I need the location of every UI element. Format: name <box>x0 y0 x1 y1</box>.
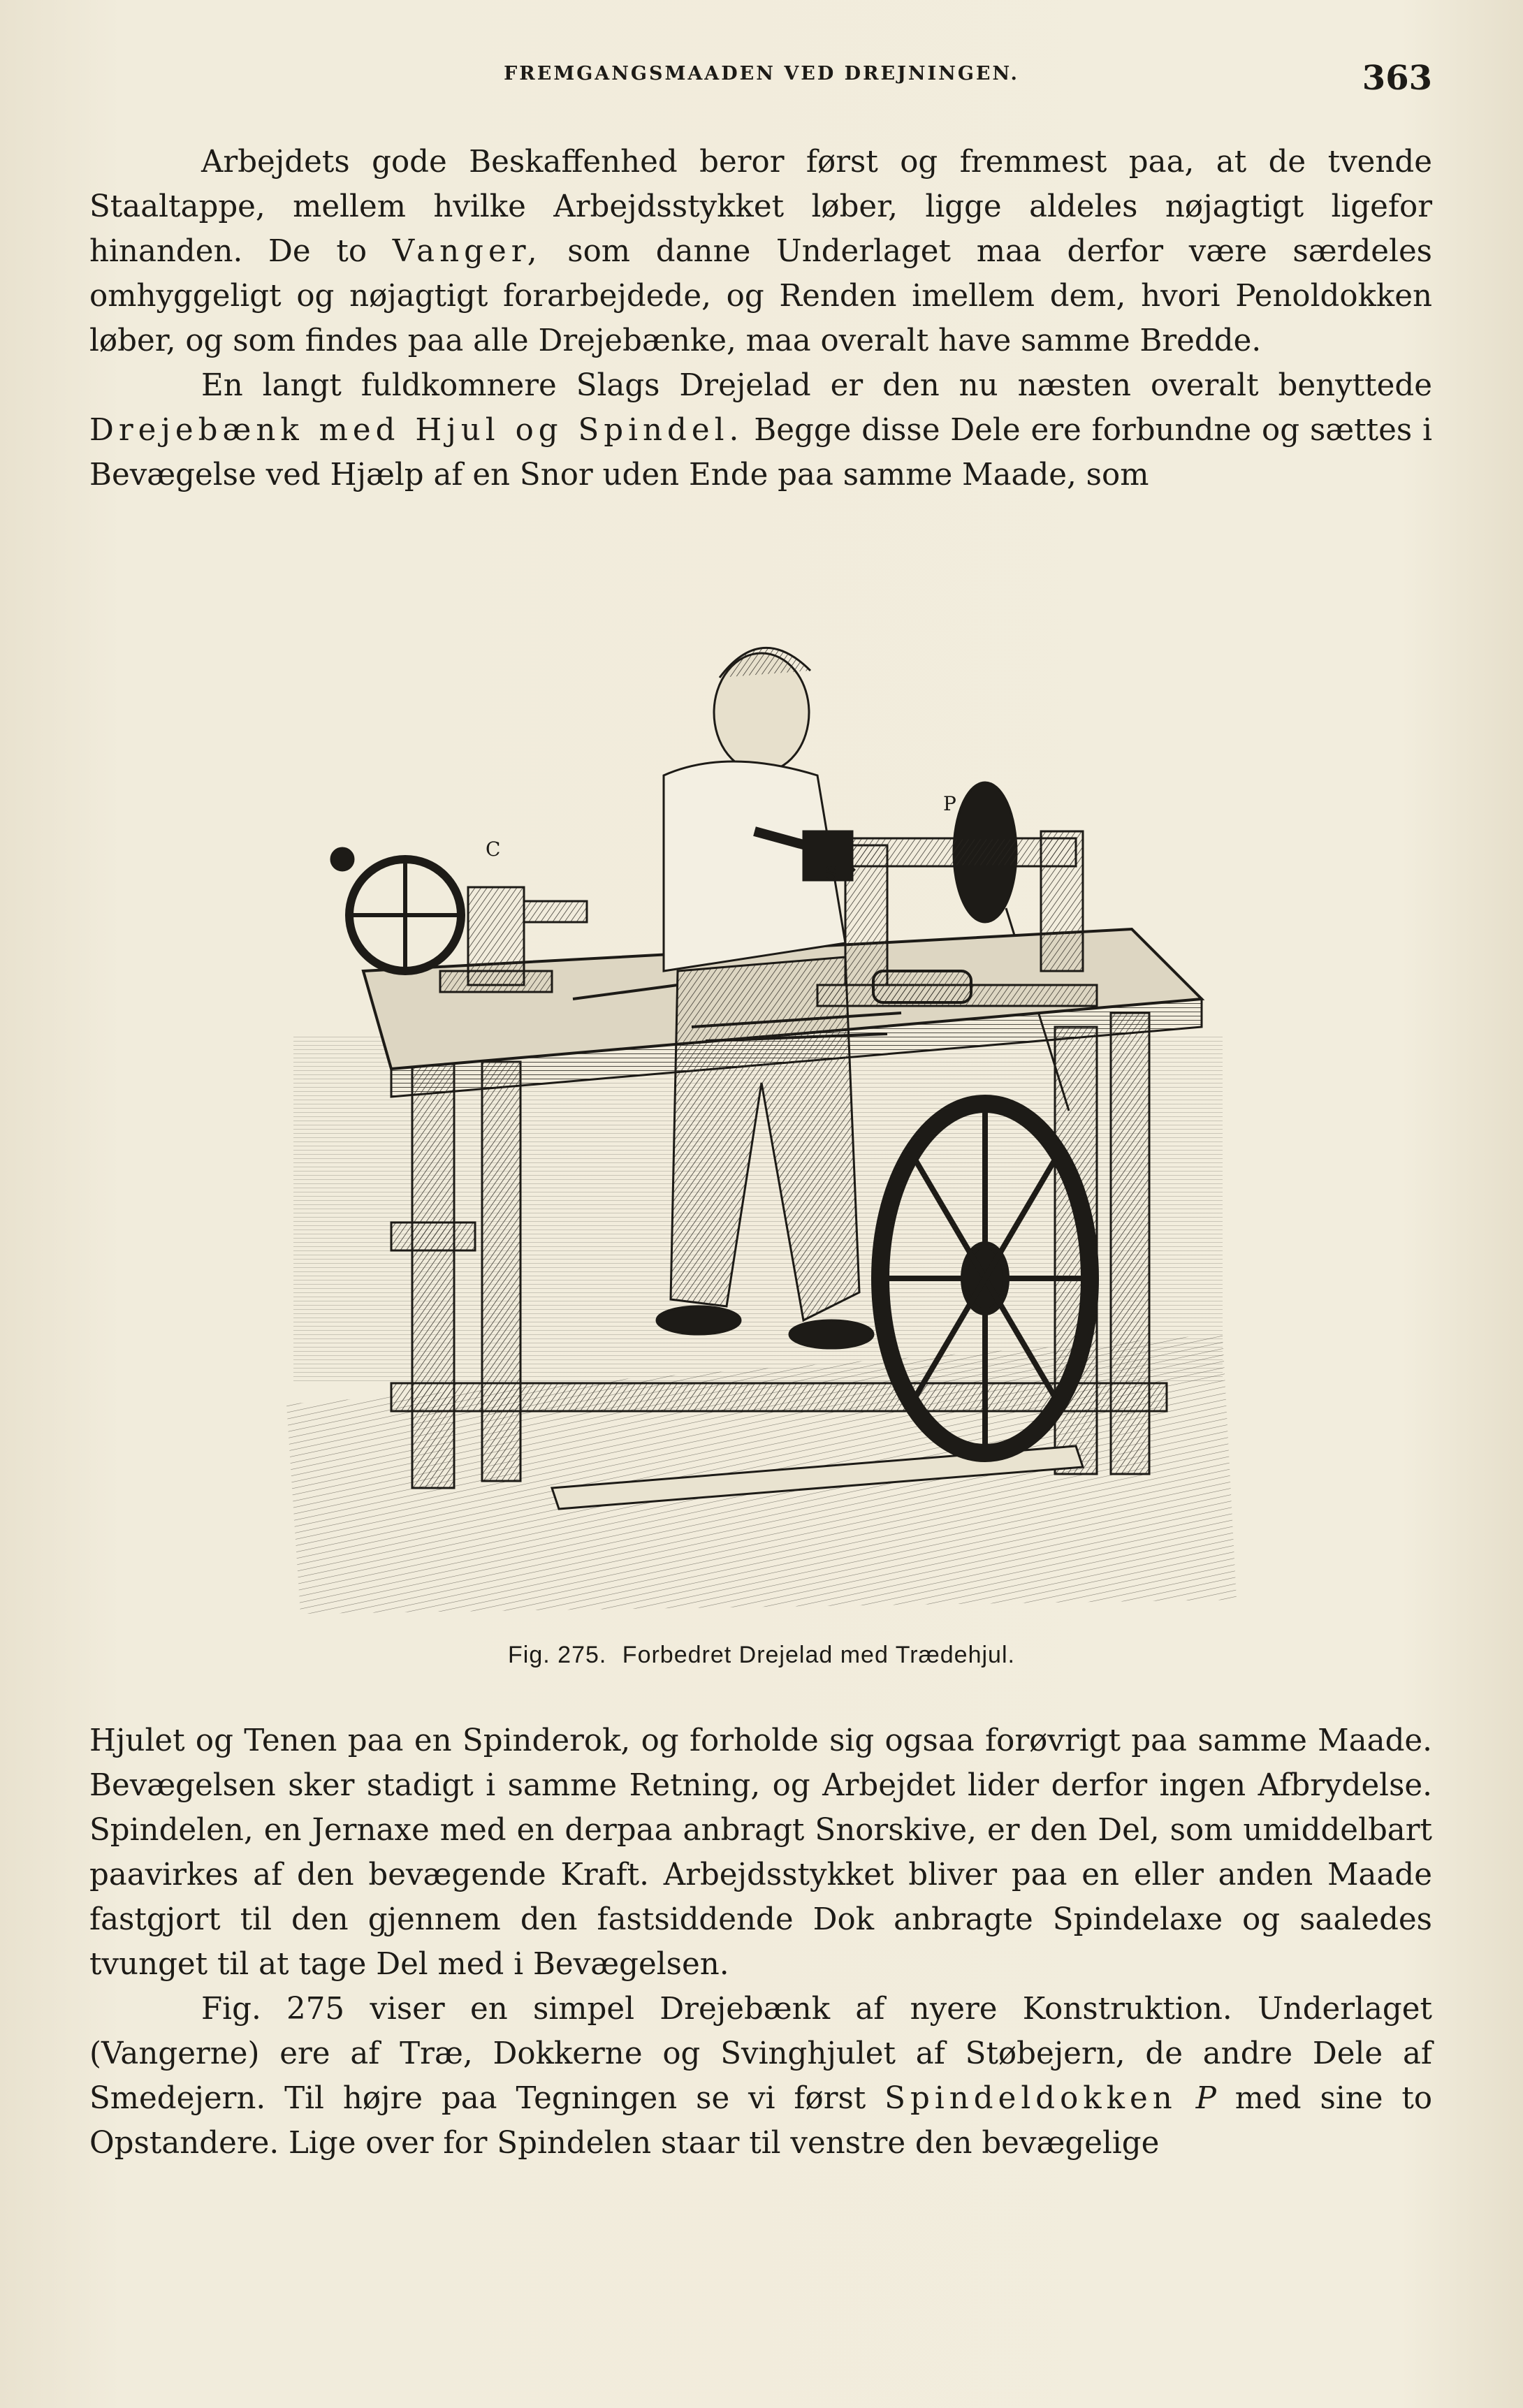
top-text-block <box>89 140 1432 497</box>
paragraph-1-text: Arbejdets gode Beskaffenhed beror først og fremmest paa, at de tvende Staaltappe, mellem hvilke Arbejdsstykket løber, ligge aldeles nøjagtigt ligefor hinanden. De to <box>89 145 1432 269</box>
paragraph-4-rest: med sine to Opstandere. Lige over for Spindelen staar til venstre den bevægelige <box>89 2081 1433 2161</box>
caption-number: Fig. 275. <box>508 1642 607 1668</box>
paragraph-4-text: Fig. 275 viser en simpel Drejebænk af nyere Konstruktion. Underlaget (Vangerne) ere af Træ, Dokkerne og Svinghjulet af Støbejern, de andre Dele af Smedejern. Til højre paa Tegningen se vi først <box>89 1992 1432 2116</box>
label-s: S <box>824 862 838 885</box>
paragraph-4 <box>89 1987 1432 2166</box>
lathe-engraving <box>272 580 1251 1628</box>
header-title: FREMGANGSMAADEN VED DREJNINGEN. <box>504 63 1019 85</box>
label-p-italic: P <box>1195 2081 1216 2116</box>
paragraph-3: Hjulet og Tenen paa en Spinderok, og forholde sig ogsaa forøvrigt paa samme Maade. Bevægelsen sker stadigt i samme Retning, og Arbejdet lider derfor ingen Afbrydelse. Spindelen, en Jernaxe med en derpaa anbragt Snorskive, er den Del, som umiddelbart paavirkes af den bevægende Kraft. Arbejdsstykket bliver paa en eller anden Maade fastgjort til den gjennem den fastsiddende Dok anbragte Spindelaxe og saaledes tvunget til at tage Del med i Bevægelsen. <box>89 1723 1432 1982</box>
label-c: C <box>486 838 501 861</box>
lathe-illustration <box>272 580 1251 1628</box>
bottom-text-block <box>89 1719 1432 2166</box>
paragraph-1 <box>89 140 1432 363</box>
paragraph-1-rest: som danne Underlaget maa derfor være særdeles omhyggeligt og nøjagtigt forarbejdede, og Renden imellem dem, hvori Penoldokken løber, og som findes paa alle Drejebænke, maa overalt have samme Bredde. <box>89 234 1433 358</box>
figure-caption <box>0 1642 1523 1669</box>
term-spindeldokken: Spindeldokken <box>884 2081 1177 2116</box>
paragraph-2 <box>89 363 1432 497</box>
page-number: 363 <box>1362 59 1432 98</box>
term-vanger: Vanger, <box>392 234 542 269</box>
flywheel <box>880 1104 1090 1453</box>
label-p: P <box>943 792 956 815</box>
paragraph-2-start: En langt fuldkomnere Slags Drejelad er den nu næsten overalt benyttede <box>201 368 1432 403</box>
caption-text: Forbedret Drejelad med Trædehjul. <box>622 1642 1015 1668</box>
term-drejebaenk: Drejebænk med Hjul og Spindel. <box>89 413 744 448</box>
running-header <box>91 59 1432 101</box>
paragraph-2-rest: Begge disse Dele ere forbundne og sættes i Bevægelse ved Hjælp af en Snor uden Ende paa samme Maade, som <box>89 413 1432 492</box>
